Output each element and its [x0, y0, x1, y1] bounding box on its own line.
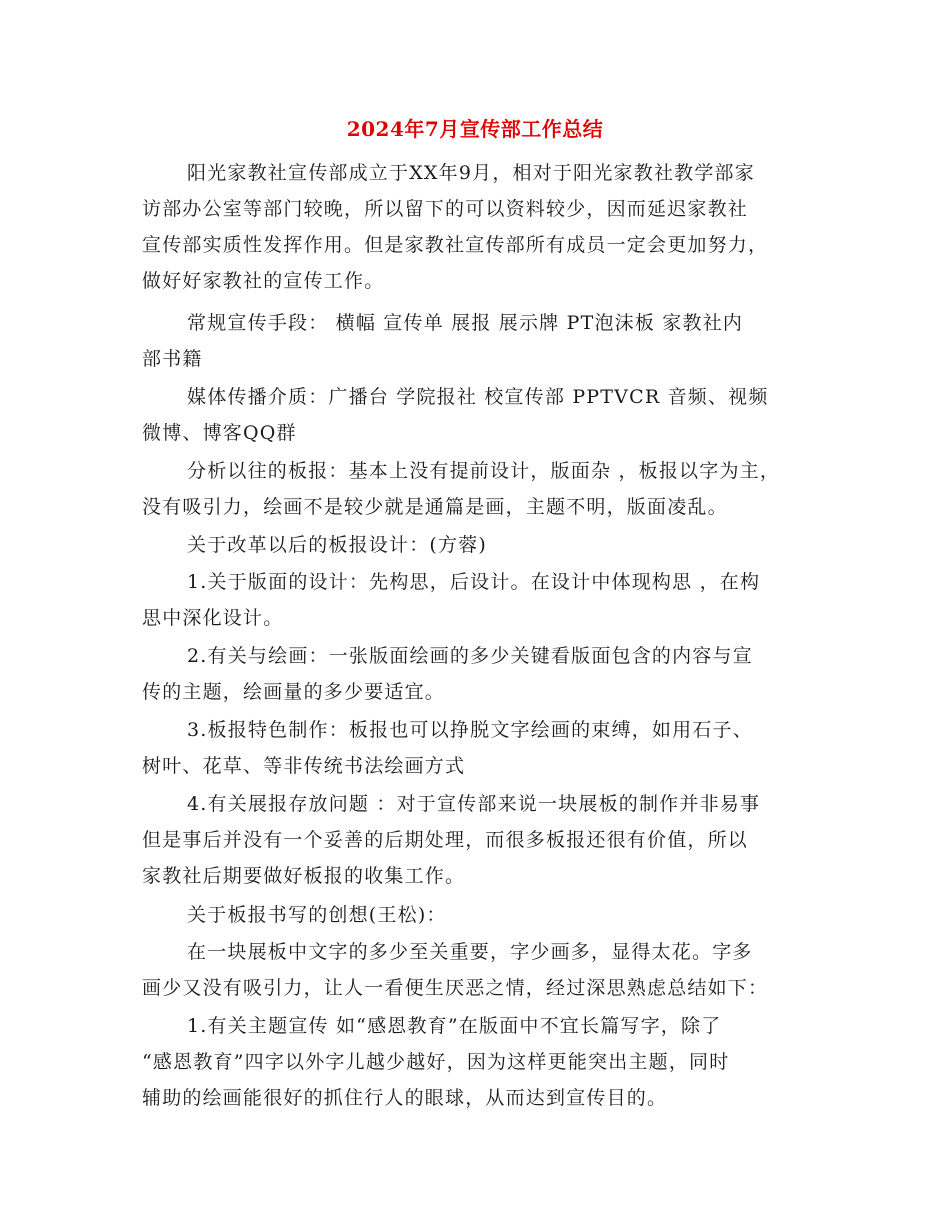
section-heading: 关于板报书写的创想(王松)：: [187, 904, 447, 926]
list-item-line: 3.板报特色制作：板报也可以挣脱文字绘画的束缚，如用石子、: [187, 719, 753, 741]
paragraph-line: 没有吸引力，绘画不是较少就是通篇是画，主题不明，版面凌乱。: [142, 496, 728, 518]
paragraph-line: 画少又没有吸引力，让人一看便生厌恶之情，经过深思熟虑总结如下：: [142, 977, 769, 999]
list-item-line: 但是事后并没有一个妥善的后期处理，而很多板报还很有价值，所以: [142, 829, 749, 851]
paragraph-line: 微博、博客QQ群: [142, 422, 297, 444]
paragraph-line: 常规宣传手段： 横幅 宣传单 展报 展示牌 PT泡沫板 家教社内: [187, 312, 744, 334]
list-item-line: 4.有关展报存放问题 ：对于宣传部来说一块展板的制作并非易事: [187, 793, 761, 815]
paragraph-line: 分析以往的板报：基本上没有提前设计，版面杂 ，板报以字为主，: [187, 460, 781, 482]
section-heading: 关于改革以后的板报设计：(方蓉): [187, 534, 488, 556]
list-item-line: 辅助的绘画能很好的抓住行人的眼球，从而达到宣传目的。: [142, 1087, 668, 1109]
list-item-line: 家教社后期要做好板报的收集工作。: [142, 865, 466, 887]
list-item-line: “感恩教育”四字以外字儿越少越好，因为这样更能突出主题，同时: [142, 1051, 730, 1073]
list-item-line: 1.有关主题宣传 如“感恩教育”在版面中不宜长篇写字，除了: [187, 1015, 722, 1037]
paragraph-line: 媒体传播介质：广播台 学院报社 校宣传部 PPTVCR 音频、视频: [187, 386, 769, 408]
list-item-line: 2.有关与绘画：一张版面绘画的多少关键看版面包含的内容与宣: [187, 645, 753, 667]
paragraph-line: 宣传部实质性发挥作用。但是家教社宣传部所有成员一定会更加努力，: [142, 234, 769, 256]
list-item-line: 树叶、花草、等非传统书法绘画方式: [142, 755, 466, 777]
paragraph-line: 阳光家教社宣传部成立于XX年9月，相对于阳光家教社教学部家: [187, 162, 755, 184]
paragraph-line: 部书籍: [142, 348, 203, 370]
list-item-line: 1.关于版面的设计：先构思，后设计。在设计中体现构思 ，在构: [187, 571, 761, 593]
paragraph-line: 访部办公室等部门较晚，所以留下的可以资料较少，因而延迟家教社: [142, 198, 749, 220]
list-item-line: 传的主题，绘画量的多少要适宜。: [142, 681, 446, 703]
document-title: 2024年7月宣传部工作总结: [346, 117, 604, 141]
paragraph-line: 在一块展板中文字的多少至关重要，字少画多，显得太花。字多: [187, 941, 753, 963]
paragraph-line: 做好好家教社的宣传工作。: [142, 270, 385, 292]
list-item-line: 思中深化设计。: [142, 607, 284, 629]
